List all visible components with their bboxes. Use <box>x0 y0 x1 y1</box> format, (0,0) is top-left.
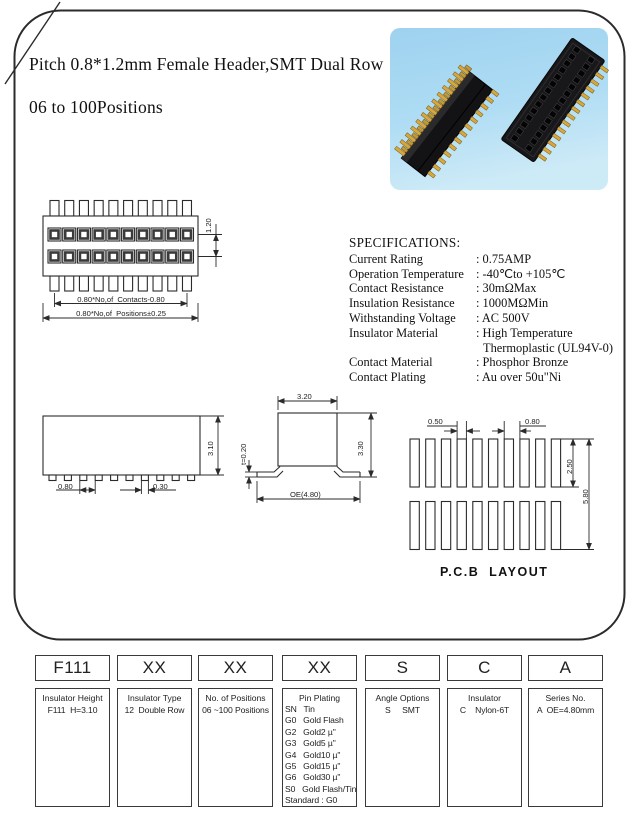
drawing-front-view <box>43 416 200 481</box>
ordering-code: XX <box>198 655 273 681</box>
ordering-code: S <box>365 655 440 681</box>
spec-row: Insulation Resistance : 1000MΩMin <box>349 296 549 311</box>
ordering-desc: Pin Plating SN Tin G0 Gold Flash G2 Gold2 µ" G3 Gold5 µ" G4 Gold10 µ" G5 Gold15 µ" G6 Gold30 µ" S0 Gold Flash/Tin Standard : G0 <box>282 688 357 807</box>
pcb-layout-caption: P.C.B LAYOUT <box>440 565 549 579</box>
spec-row: Operation Temperature : -40℃to +105℃ <box>349 266 566 281</box>
drawing-top-view <box>43 201 198 292</box>
ordering-code: A <box>528 655 603 681</box>
ordering-desc: Insulator Height F111 H=3.10 <box>35 688 110 807</box>
spec-row: Current Rating : 0.75AMP <box>349 251 532 266</box>
specifications-heading: SPECIFICATIONS: <box>349 235 461 250</box>
dim-pcb-pitch: 0.80 <box>525 417 540 426</box>
ordering-desc: Angle Options S SMT <box>365 688 440 807</box>
ordering-desc: No. of Positions 06 ~100 Positions <box>198 688 273 807</box>
ordering-desc: Insulator Type 12 Double Row <box>117 688 192 807</box>
dim-row-pitch: 1.20 <box>204 218 213 233</box>
spec-row-continuation: Thermoplastic (UL94V-0) <box>483 340 613 355</box>
spec-row: Contact Plating : Au over 50u"Ni <box>349 370 562 385</box>
page-title <box>29 32 383 140</box>
dim-contacts: 0.80*No,of Contacts-0.80 <box>77 294 165 304</box>
spec-row: Contact Material : Phosphor Bronze <box>349 355 569 370</box>
product-photo <box>390 28 612 190</box>
dim-section-width: 3.20 <box>297 392 312 401</box>
dim-section-height: 3.30 <box>356 441 365 456</box>
spec-row: Contact Resistance : 30mΩMax <box>349 281 537 296</box>
drawing-cross-section <box>257 413 360 477</box>
spec-row: Insulator Material : High Temperature <box>349 325 573 340</box>
ordering-code: XX <box>282 655 357 681</box>
drawing-pcb-layout <box>410 439 561 550</box>
dim-front-pitch: 0.80 <box>58 481 73 491</box>
ordering-desc: Insulator C Nylon-6T <box>447 688 522 807</box>
dim-pcb-pad-height: 2.50 <box>565 459 574 474</box>
dim-section-span: OE(4.80) <box>290 490 321 499</box>
ordering-code: C <box>447 655 522 681</box>
dim-pcb-total-height: 5.80 <box>581 489 590 504</box>
dim-pcb-pad-width: 0.50 <box>428 417 443 426</box>
ordering-code: XX <box>117 655 192 681</box>
page-title-line1: Pitch 0.8*1.2mm Female Header,SMT Dual Row <box>29 53 384 74</box>
ordering-code: F111 <box>35 655 110 681</box>
spec-row: Withstanding Voltage : AC 500V <box>349 310 530 325</box>
page-title-line2: 06 to 100Positions <box>29 96 163 117</box>
specifications-block <box>349 236 627 385</box>
dim-section-thickness: t=0.20 <box>239 443 248 465</box>
dim-front-foot: 0.30 <box>153 481 168 491</box>
ordering-desc: Series No. A OE=4.80mm <box>528 688 603 807</box>
dim-positions: 0.80*No,of Positions±0.25 <box>76 309 166 318</box>
dim-front-height: 3.10 <box>206 441 215 456</box>
